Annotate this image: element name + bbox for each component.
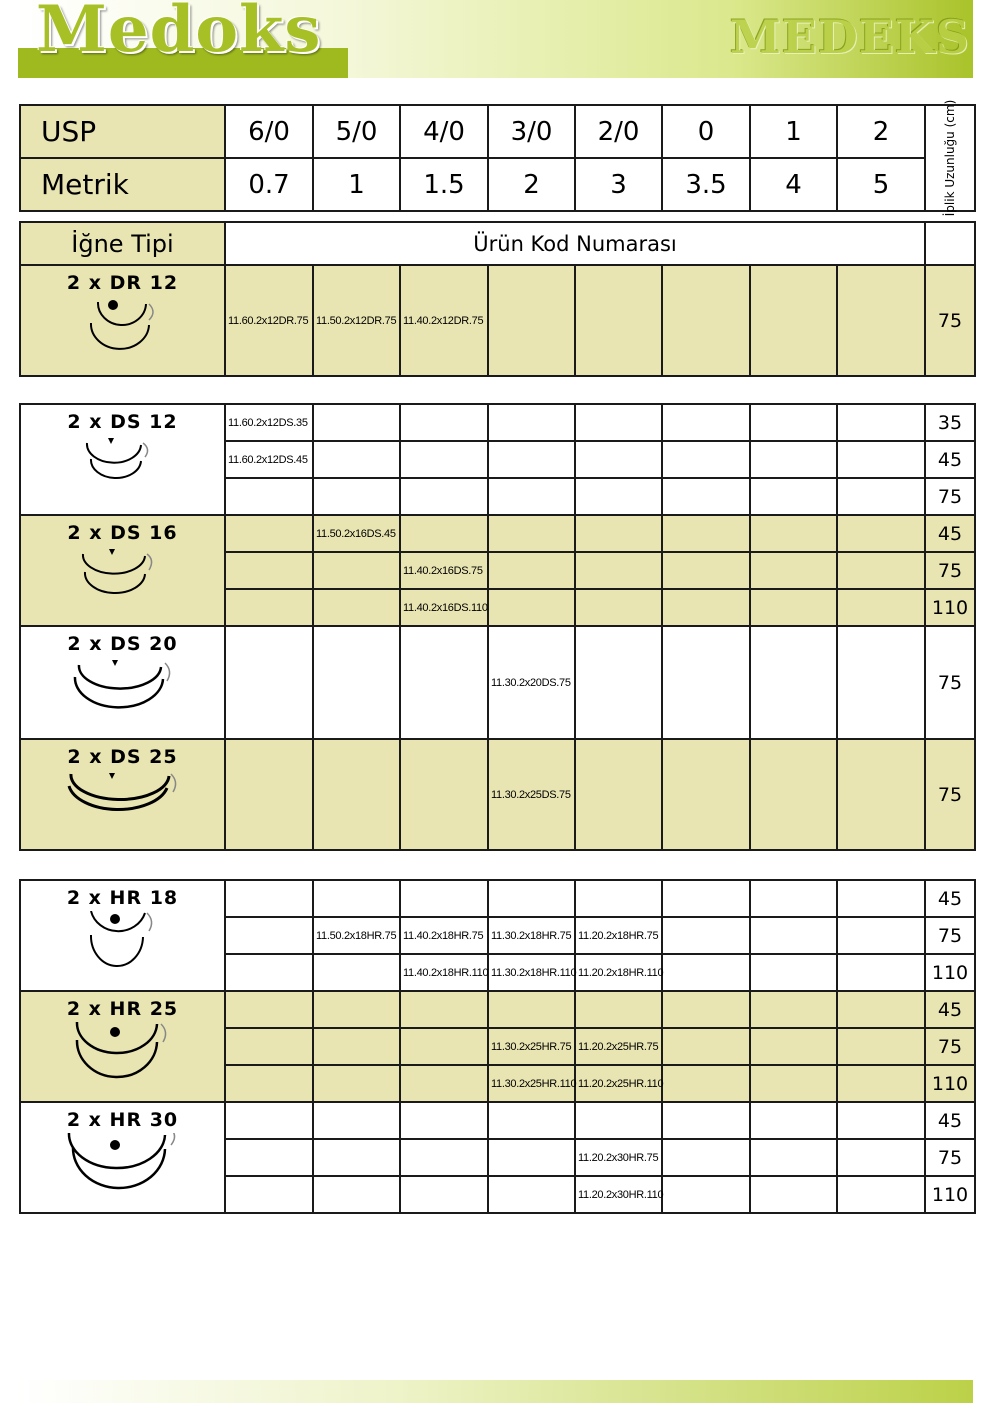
- code-cell: [662, 739, 750, 850]
- code-cell: [488, 478, 575, 515]
- code-cell: [662, 478, 750, 515]
- code-cell: [575, 1139, 662, 1176]
- blank-header-cell: [925, 222, 975, 265]
- product-code: 11.60.2x12DS.35: [228, 416, 308, 429]
- needle-name: 2 x DS 12: [67, 411, 178, 433]
- code-cell: [400, 1065, 488, 1102]
- code-cell: [313, 478, 400, 515]
- product-code: 11.40.2x18HR.75: [403, 929, 484, 942]
- product-code: 11.40.2x16DS.110: [403, 601, 488, 614]
- code-cell: [313, 589, 400, 626]
- code-cell: [575, 589, 662, 626]
- code-cell: [225, 265, 313, 376]
- code-cell: [225, 515, 313, 552]
- code-cell: [225, 626, 313, 739]
- length-cell: 45: [925, 880, 975, 917]
- length-cell: 75: [925, 739, 975, 850]
- product-code: 11.30.2x25DS.75: [491, 788, 571, 801]
- taper-needle-icon: [81, 546, 165, 598]
- code-cell: [488, 917, 575, 954]
- code-cell: [837, 739, 925, 850]
- product-code: 11.50.2x12DR.75: [316, 314, 397, 327]
- usp-value: 5/0: [313, 105, 400, 158]
- needle-name: 2 x DS 25: [67, 746, 178, 768]
- code-cell: [225, 739, 313, 850]
- code-cell: [575, 739, 662, 850]
- hr18-row: [20, 880, 975, 917]
- code-cell: [750, 954, 837, 991]
- code-cell: [750, 1139, 837, 1176]
- length-cell: 45: [925, 441, 975, 478]
- code-cell: [400, 478, 488, 515]
- code-cell: [837, 515, 925, 552]
- code-cell: [313, 1176, 400, 1213]
- code-cell: [662, 265, 750, 376]
- medeks-brand-logo: MEDEKS: [729, 10, 970, 64]
- code-cell: [837, 1028, 925, 1065]
- metric-label: Metrik: [20, 158, 225, 211]
- product-code: 11.20.2x30HR.110: [578, 1188, 664, 1201]
- code-cell: [488, 1065, 575, 1102]
- length-cell: 75: [925, 1028, 975, 1065]
- code-cell: [662, 589, 750, 626]
- code-cell: [662, 1139, 750, 1176]
- code-cell: [662, 441, 750, 478]
- length-cell: 110: [925, 1065, 975, 1102]
- length-cell: 110: [925, 954, 975, 991]
- code-cell: [662, 1065, 750, 1102]
- code-cell: [313, 1065, 400, 1102]
- code-cell: [837, 552, 925, 589]
- needle-cell-ds12: [20, 404, 225, 515]
- needle-cell-hr30: [20, 1102, 225, 1213]
- code-cell: [225, 441, 313, 478]
- product-code: 11.50.2x16DS.45: [316, 527, 396, 540]
- code-cell: [313, 441, 400, 478]
- usp-value: 2: [837, 105, 925, 158]
- needle-cell-ds20: [20, 626, 225, 739]
- code-cell: [750, 589, 837, 626]
- code-cell: [400, 954, 488, 991]
- code-cell: [575, 265, 662, 376]
- code-cell: [313, 404, 400, 441]
- code-cell: [750, 265, 837, 376]
- length-cell: 110: [925, 589, 975, 626]
- code-cell: [313, 626, 400, 739]
- code-cell: [837, 589, 925, 626]
- length-header: [925, 99, 975, 217]
- length-cell: 110: [925, 1176, 975, 1213]
- product-code: 11.20.2x18HR.110: [578, 966, 664, 979]
- code-cell: [575, 1065, 662, 1102]
- code-cell: [400, 265, 488, 376]
- code-cell: [488, 552, 575, 589]
- code-cell: [488, 589, 575, 626]
- round-body-needle-icon: [69, 1022, 177, 1090]
- reverse-cutting-needle-icon: [83, 296, 163, 352]
- code-cell: [488, 265, 575, 376]
- ds12-row: [20, 404, 975, 441]
- needle-cell-hr25: [20, 991, 225, 1102]
- code-cell: [575, 1176, 662, 1213]
- code-cell: [400, 1139, 488, 1176]
- taper-needle-icon: [71, 657, 175, 715]
- code-cell: [225, 478, 313, 515]
- hr-table: [19, 879, 976, 1214]
- code-cell: [750, 515, 837, 552]
- code-cell: [225, 1065, 313, 1102]
- code-cell: [750, 626, 837, 739]
- product-code: 11.40.2x18HR.110: [403, 966, 489, 979]
- code-cell: [837, 1176, 925, 1213]
- code-cell: [400, 404, 488, 441]
- product-code: 11.40.2x16DS.75: [403, 564, 483, 577]
- needle-cell-ds16: [20, 515, 225, 626]
- code-cell: [750, 478, 837, 515]
- code-cell: [662, 991, 750, 1028]
- code-cell: [488, 991, 575, 1028]
- taper-needle-icon: [83, 435, 163, 485]
- code-cell: [400, 589, 488, 626]
- length-cell: 75: [925, 626, 975, 739]
- code-cell: [575, 404, 662, 441]
- usp-value: 1: [750, 105, 837, 158]
- needle-cell-ds25: [20, 739, 225, 850]
- code-cell: [313, 880, 400, 917]
- product-code: 11.20.2x30HR.75: [578, 1151, 659, 1164]
- needle-name: 2 x DR 12: [66, 272, 179, 294]
- needle-cell-hr18: [20, 880, 225, 991]
- metric-value: 4: [750, 158, 837, 211]
- code-cell: [837, 1102, 925, 1139]
- code-cell: [662, 552, 750, 589]
- product-code: 11.30.2x25HR.75: [491, 1040, 572, 1053]
- code-cell: [400, 515, 488, 552]
- code-cell: [662, 954, 750, 991]
- code-cell: [750, 1065, 837, 1102]
- size-table: [19, 99, 976, 217]
- code-cell: [662, 404, 750, 441]
- code-cell: [837, 478, 925, 515]
- code-cell: [400, 626, 488, 739]
- needle-name: 2 x HR 25: [66, 998, 179, 1020]
- code-cell: [313, 552, 400, 589]
- product-code: 11.50.2x18HR.75: [316, 929, 397, 942]
- code-cell: [750, 880, 837, 917]
- product-code: 11.30.2x20DS.75: [491, 676, 571, 689]
- code-cell: [750, 1176, 837, 1213]
- code-cell: [225, 1028, 313, 1065]
- code-cell: [488, 404, 575, 441]
- needle-type-header: İğne Tipi: [20, 222, 225, 265]
- length-header-text: İplik Uzunluğu (cm): [943, 99, 957, 217]
- code-cell: [225, 589, 313, 626]
- code-cell: [400, 1102, 488, 1139]
- code-cell: [575, 917, 662, 954]
- code-cell: [575, 880, 662, 917]
- code-cell: [225, 404, 313, 441]
- code-cell: [750, 404, 837, 441]
- code-cell: [575, 991, 662, 1028]
- hr30-row: [20, 1102, 975, 1139]
- usp-value: 3/0: [488, 105, 575, 158]
- needle-cell-dr12: [20, 265, 225, 376]
- code-cell: [313, 1139, 400, 1176]
- code-cell: [225, 954, 313, 991]
- code-cell: [488, 441, 575, 478]
- code-cell: [750, 552, 837, 589]
- code-cell: [750, 739, 837, 850]
- metric-value: 2: [488, 158, 575, 211]
- code-cell: [837, 265, 925, 376]
- code-cell: [837, 880, 925, 917]
- code-cell: [750, 991, 837, 1028]
- code-cell: [575, 1028, 662, 1065]
- dr12-row: [20, 265, 975, 376]
- code-cell: [662, 880, 750, 917]
- round-body-needle-icon: [81, 911, 165, 973]
- code-cell: [400, 880, 488, 917]
- code-cell: [488, 626, 575, 739]
- taper-needle-icon: [63, 770, 183, 830]
- code-cell: [400, 552, 488, 589]
- code-cell: [750, 441, 837, 478]
- ds-table: [19, 403, 976, 851]
- code-cell: [488, 1139, 575, 1176]
- product-code: 11.60.2x12DR.75: [228, 314, 309, 327]
- metric-value: 1: [313, 158, 400, 211]
- code-cell: [837, 917, 925, 954]
- metric-value: 3.5: [662, 158, 750, 211]
- code-cell: [400, 441, 488, 478]
- code-cell: [662, 515, 750, 552]
- round-body-needle-icon: [61, 1133, 185, 1203]
- code-cell: [400, 1028, 488, 1065]
- code-cell: [837, 626, 925, 739]
- product-code: 11.20.2x25HR.110: [578, 1077, 664, 1090]
- code-cell: [837, 441, 925, 478]
- product-code-header: Ürün Kod Numarası: [225, 222, 925, 265]
- metric-value: 1.5: [400, 158, 488, 211]
- code-cell: [225, 1102, 313, 1139]
- product-code: 11.30.2x18HR.75: [491, 929, 572, 942]
- code-cell: [575, 954, 662, 991]
- code-cell: [488, 739, 575, 850]
- code-cell: [313, 991, 400, 1028]
- product-code: 11.40.2x12DR.75: [403, 314, 484, 327]
- code-cell: [662, 1176, 750, 1213]
- code-cell: [400, 739, 488, 850]
- footer-bar: [18, 1380, 973, 1403]
- code-cell: [750, 917, 837, 954]
- code-cell: [225, 917, 313, 954]
- length-cell: 45: [925, 1102, 975, 1139]
- code-cell: [837, 1065, 925, 1102]
- length-cell: 75: [925, 917, 975, 954]
- code-cell: [662, 626, 750, 739]
- code-cell: [662, 1102, 750, 1139]
- metric-value: 5: [837, 158, 925, 211]
- code-cell: [313, 739, 400, 850]
- length-cell: 75: [925, 1139, 975, 1176]
- product-code: 11.30.2x18HR.110: [491, 966, 577, 979]
- code-cell: [400, 991, 488, 1028]
- code-cell: [662, 917, 750, 954]
- code-cell: [225, 880, 313, 917]
- code-cell: [313, 954, 400, 991]
- code-cell: [837, 404, 925, 441]
- needle-name: 2 x DS 16: [67, 522, 178, 544]
- code-cell: [488, 1102, 575, 1139]
- code-cell: [662, 1028, 750, 1065]
- code-cell: [575, 515, 662, 552]
- usp-value: 2/0: [575, 105, 662, 158]
- usp-value: 6/0: [225, 105, 313, 158]
- code-cell: [488, 1176, 575, 1213]
- code-cell: [837, 1139, 925, 1176]
- code-cell: [575, 478, 662, 515]
- code-cell: [225, 991, 313, 1028]
- length-cell: 45: [925, 991, 975, 1028]
- code-cell: [750, 1102, 837, 1139]
- length-cell: 35: [925, 404, 975, 441]
- code-cell: [488, 515, 575, 552]
- needle-name: 2 x DS 20: [67, 633, 178, 655]
- code-cell: [400, 1176, 488, 1213]
- metric-value: 3: [575, 158, 662, 211]
- metric-value: 0.7: [225, 158, 313, 211]
- code-cell: [313, 1102, 400, 1139]
- needle-name: 2 x HR 30: [66, 1109, 179, 1131]
- code-cell: [225, 1139, 313, 1176]
- usp-value: 4/0: [400, 105, 488, 158]
- usp-value: 0: [662, 105, 750, 158]
- code-cell: [575, 441, 662, 478]
- hr25-row: [20, 991, 975, 1028]
- code-cell: [313, 265, 400, 376]
- code-cell: [488, 880, 575, 917]
- code-cell: [488, 954, 575, 991]
- code-cell: [575, 626, 662, 739]
- code-cell: [225, 552, 313, 589]
- code-cell: [575, 1102, 662, 1139]
- length-cell: 45: [925, 515, 975, 552]
- product-code: 11.30.2x25HR.110: [491, 1077, 577, 1090]
- medoks-logo: Medoks: [36, 0, 322, 67]
- code-cell: [837, 954, 925, 991]
- ds20-row: [20, 626, 975, 739]
- code-cell: [313, 1028, 400, 1065]
- code-cell: [837, 991, 925, 1028]
- length-cell: 75: [925, 265, 975, 376]
- length-cell: 75: [925, 478, 975, 515]
- code-cell: [750, 1028, 837, 1065]
- dr-table: [19, 221, 976, 377]
- code-cell: [400, 917, 488, 954]
- product-code: 11.60.2x12DS.45: [228, 453, 308, 466]
- product-code: 11.20.2x18HR.75: [578, 929, 659, 942]
- usp-label: USP: [20, 105, 225, 158]
- needle-name: 2 x HR 18: [66, 887, 179, 909]
- code-cell: [313, 917, 400, 954]
- code-cell: [313, 515, 400, 552]
- ds16-row: [20, 515, 975, 552]
- ds25-row: [20, 739, 975, 850]
- code-cell: [575, 552, 662, 589]
- code-cell: [225, 1176, 313, 1213]
- code-cell: [488, 1028, 575, 1065]
- length-cell: 75: [925, 552, 975, 589]
- product-code: 11.20.2x25HR.75: [578, 1040, 659, 1053]
